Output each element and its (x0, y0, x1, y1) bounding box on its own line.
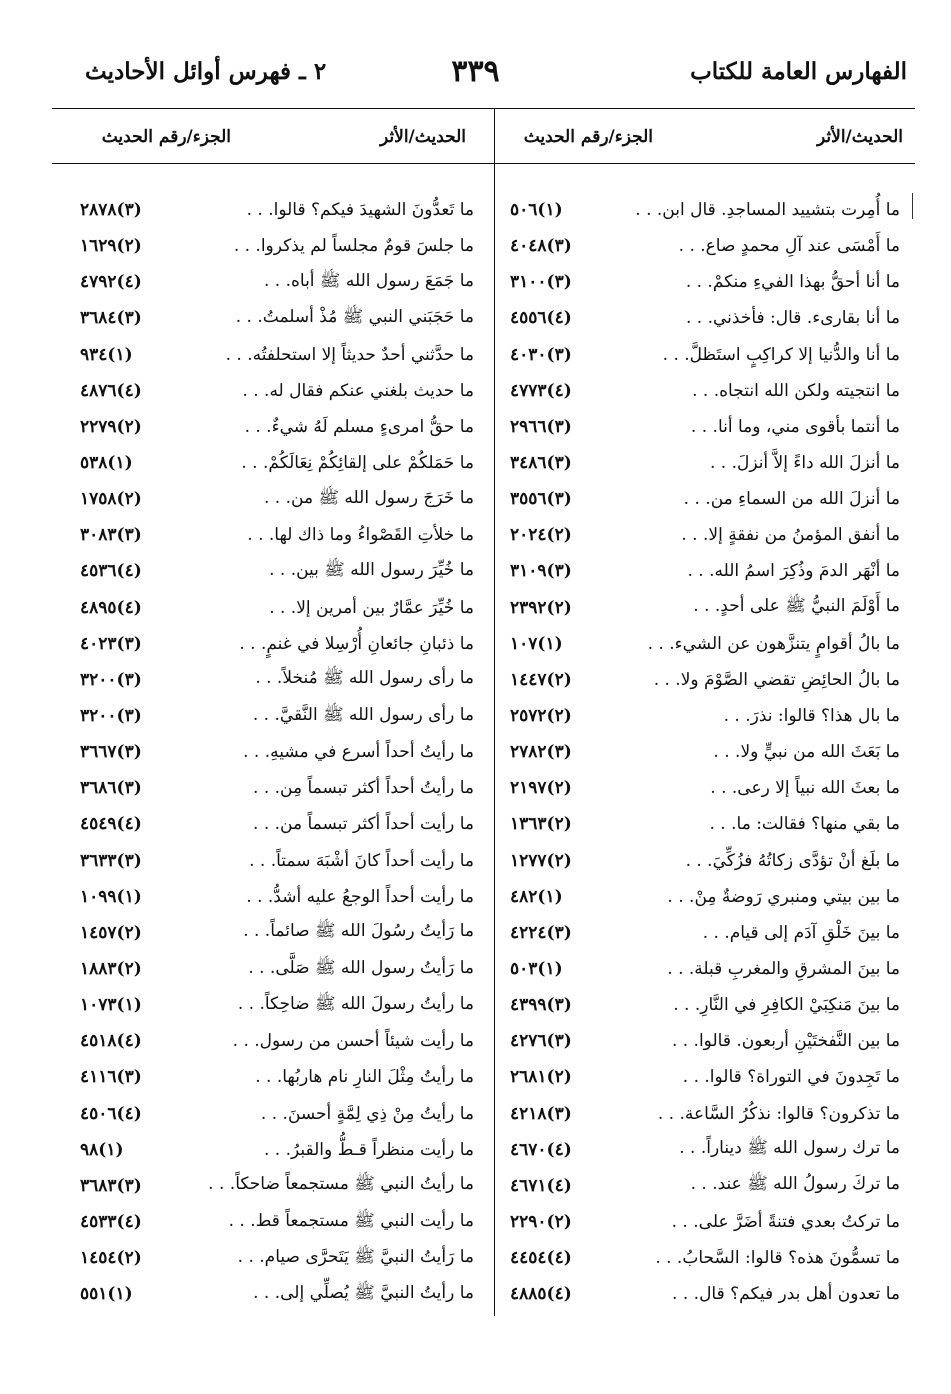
right-col-hadith-header: الحديث/الأثر (817, 127, 903, 147)
hadith-text: ما أَوْلَمَ النبيُّ ﷺ على أحدٍ. . . (693, 596, 900, 617)
hadith-reference: (٢)٢٥٧٢ (510, 706, 572, 727)
hadith-reference: (٢)٢٠٢٤ (510, 525, 572, 546)
hadith-reference: (٢)١٧٥٨ (80, 489, 142, 510)
hadith-reference: (٣)٣٦٨٤ (80, 308, 142, 329)
index-entry (70, 553, 474, 589)
index-entry (70, 228, 474, 264)
hadith-reference: (٤)٤٥٣٦ (80, 561, 142, 582)
hadith-reference: (٣)٤١١٦ (80, 1067, 142, 1088)
hadith-text: ما بينَ مَنكِبَيْ الكافِرِ في النَّارِ. . . (673, 995, 900, 1016)
index-entry (500, 806, 900, 842)
hadith-reference: (١)٥٥١ (80, 1284, 133, 1305)
index-entry (500, 626, 900, 662)
hadith-reference: (٤)٤٥٣٣ (80, 1212, 142, 1232)
hadith-reference: (٢)٢١٩٧ (510, 778, 572, 799)
index-entry (500, 1204, 900, 1240)
hadith-reference: (٣)٤٠٣٠ (510, 344, 572, 365)
hadith-text: ما رأيتُ النبي ﷺ مستجمعاً ضاحكاً. . . (208, 1174, 474, 1195)
hadith-text: ما رأيتُ مِثْلَ النارِ نام هاربُها. . . (255, 1067, 474, 1088)
index-entry (500, 1023, 900, 1059)
index-entry (70, 662, 474, 698)
page-number: ٣٣٩ (451, 54, 500, 89)
index-entry (500, 300, 900, 336)
index-entry (70, 590, 474, 626)
hadith-text: ما خلأتِ القَصْواءُ وما ذاك لها. . . (247, 525, 474, 546)
hadith-reference: (٣)٤٠٤٨ (510, 236, 572, 257)
hadith-text: ما بين بيتي ومنبري رَوضةٌ مِنْ. . . (667, 886, 900, 907)
hadith-reference: (٤)٤٤٥٤ (510, 1248, 572, 1269)
hadith-text: ما بين النَّفختَيْنِ أربعون. قالوا. . . (671, 1031, 900, 1052)
hadith-reference: (٣)٣٥٥٦ (510, 489, 572, 510)
hadith-text: ما خَرَجَ رسول الله ﷺ من. . . (263, 487, 474, 508)
hadith-reference: (٤)٤٥١٨ (80, 1031, 142, 1052)
index-entry (500, 409, 900, 445)
hadith-reference: (٢)١٨٨٣ (80, 959, 142, 980)
index-entry (70, 264, 474, 300)
hadith-reference: (٣)٤٢٧٦ (510, 1031, 572, 1052)
index-entry (70, 1132, 474, 1168)
hadith-text: ما رأيتُ أحداً أسرع في مشيهِ. . . (243, 742, 474, 763)
hadith-text: ما تَعدُّونَ الشهيدَ فيكم؟ قالوا. . . (246, 200, 474, 221)
hadith-text: ما تركَ رسولُ الله ﷺ عند. . . (690, 1174, 900, 1195)
hadith-text: ما تسمُّونَ هذه؟ قالوا: السَّحابُ. . . (655, 1248, 900, 1269)
hadith-reference: (٣)٣٦٨٣ (80, 1175, 142, 1196)
index-entry (500, 264, 900, 300)
hadith-reference: (٣)٤٢٢٤ (510, 922, 572, 943)
hadith-text: ما رأيت أحداً كانَ أشْبَهَ سمتاً. . . (249, 850, 474, 871)
hadith-text: ما جَمَعَ رسول الله ﷺ أباه. . . (263, 270, 474, 291)
hadith-text: ما أنزلَ الله داءً إلاَّ أنزلَ. . . (709, 453, 900, 474)
index-entry (70, 915, 474, 951)
index-entry (500, 698, 900, 734)
hadith-text: ما حَجَبَني النبي ﷺ مُذْ أسلمتُ. . . (235, 306, 474, 327)
index-entry (70, 1059, 474, 1095)
index-entry (500, 517, 900, 553)
hadith-reference: (٤)٤٨٨٥ (510, 1284, 572, 1305)
hadith-reference: (٣)٣٢٠٠ (80, 669, 142, 690)
hadith-reference: (٣)٣٦٣٣ (80, 850, 142, 871)
index-entry (70, 698, 474, 734)
hadith-reference: (٤)٤٨٩٥ (80, 597, 142, 618)
index-entry (70, 879, 474, 915)
hadith-reference: (٣)٤٢١٨ (510, 1103, 572, 1124)
hadith-text: ما ذئبانِ جائعانِ أُرْسِلا في غنمٍ. . . (239, 633, 474, 654)
hadith-text: ما بعثَ الله نبياً إلا رعى. . . (710, 778, 900, 799)
hadith-reference: (٣)٤٣٩٩ (510, 995, 572, 1016)
index-entry (500, 843, 900, 879)
hadith-reference: (٤)٤٧٩٢ (80, 272, 142, 293)
hadith-text: ما خُيِّرَ عمَّارٌ بين أمرين إلا. . . (269, 597, 474, 618)
index-entry (500, 662, 900, 698)
hadith-reference: (٣)٤٠٢٣ (80, 633, 142, 654)
index-entry (500, 553, 900, 589)
hadith-text: ما رأى رسول الله ﷺ النَّقيَّ. . . (252, 704, 474, 725)
hadith-text: ما أنفق المؤمنُ من نفقةٍ إلا. . . (681, 525, 900, 546)
index-entry (70, 1023, 474, 1059)
hadith-reference: (٤)٤٥٠٦ (80, 1103, 142, 1124)
index-entry (70, 517, 474, 553)
hadith-text: ما حديث بلغني عنكم فقال له. . . (242, 380, 474, 401)
index-entry (500, 1132, 900, 1168)
index-entry (500, 770, 900, 806)
column-divider (494, 108, 495, 1316)
hadith-text: ما بَعَثَ الله من نبيٍّ ولا. . . (713, 742, 900, 763)
index-entry (500, 337, 900, 373)
index-entry (70, 445, 474, 481)
hadith-reference: (٣)٣١٠٩ (510, 561, 572, 582)
hadith-reference: (١)٤٨٢ (510, 886, 563, 907)
index-entry (70, 1240, 474, 1276)
index-entry (70, 843, 474, 879)
hadith-reference: (٢)١٢٧٧ (510, 850, 572, 871)
hadith-reference: (١)١٠٧ (510, 633, 563, 654)
left-col-ref-header: الجزء/رقم الحديث (101, 127, 231, 147)
index-entry (500, 1240, 900, 1276)
hadith-text: ما بلَغ أنْ تؤدَّى زكاتُهُ فزُكِّيَ. . . (685, 850, 900, 871)
hadith-reference: (٢)١٦٢٩ (80, 236, 142, 257)
index-entry (70, 806, 474, 842)
index-entry (70, 300, 474, 336)
hadith-reference: (٣)٣٦٦٧ (80, 742, 142, 763)
hadith-text: ما أنْهَر الدمَ وذُكِرَ اسمُ الله. . . (687, 561, 900, 582)
index-entry (500, 481, 900, 517)
index-entry (70, 1204, 474, 1240)
hadith-text: ما أُمِرت بتشييد المساجدِ. قال ابن. . . (635, 200, 900, 221)
index-entry (500, 192, 900, 228)
index-entry (70, 770, 474, 806)
index-entry (500, 734, 900, 770)
book-section-title: الفهارس العامة للكتاب (690, 58, 907, 85)
hadith-reference: (٣)٣٠٨٣ (80, 525, 142, 546)
index-entry (500, 445, 900, 481)
margin-mark (912, 193, 913, 219)
index-entry (500, 373, 900, 409)
index-entry (500, 1096, 900, 1132)
hadith-text: ما بينَ خَلْقِ آدَم إلى قيام. . . (702, 922, 900, 943)
hadith-text: ما رَأيتُ رسُولَ الله ﷺ صائماً. . . (243, 921, 474, 942)
hadith-text: ما تعدون أهل بدر فيكم؟ قال. . . (672, 1284, 900, 1305)
hadith-reference: (٣)٢٧٨٢ (510, 742, 572, 763)
column-header-rule (52, 163, 915, 164)
hadith-text: ما أنتما بأقوى مني، وما أنا. . . (690, 416, 900, 437)
index-entry (70, 337, 474, 373)
hadith-text: ما رَأيتُ رسول الله ﷺ صَلَّى. . . (248, 957, 474, 978)
hadith-text: ما تذكرون؟ قالوا: نذكُرُ السَّاعة. . . (657, 1103, 900, 1124)
hadith-text: ما تركتُ بعدي فتنةً أضَرَّ على. . . (671, 1212, 900, 1232)
index-entry (70, 1096, 474, 1132)
hadith-reference: (٢)١٣٦٣ (510, 814, 572, 835)
hadith-reference: (٣)٣٢٠٠ (80, 706, 142, 727)
hadith-text: ما بينَ المشرقِ والمغربِ قبلة. . . (667, 959, 900, 980)
hadith-reference: (٢)٢٢٩٠ (510, 1212, 572, 1232)
hadith-text: ما بال هذا؟ قالوا: نذرَ. . . (723, 706, 900, 727)
hadith-reference: (٤)٤٥٤٩ (80, 814, 142, 835)
index-entry (500, 915, 900, 951)
index-entry (70, 1168, 474, 1204)
hadith-text: ما تَجِدونَ في التوراة؟ قالوا. . . (682, 1067, 900, 1088)
hadith-reference: (٢)٢٢٧٩ (80, 416, 142, 437)
hadith-reference: (٤)٤٦٧٠ (510, 1139, 572, 1160)
index-title: ٢ ـ فهرس أوائل الأحاديث (85, 58, 327, 85)
hadith-reference: (٣)٢٩٦٦ (510, 416, 572, 437)
hadith-text: ما رأيت النبي ﷺ مستجمعاً قط. . . (228, 1210, 474, 1231)
hadith-text: ما حَمَلكُمْ على إلقائِكُمْ نِعَالَكُمْ. . . (241, 453, 474, 474)
index-entry (70, 481, 474, 517)
index-entry (70, 409, 474, 445)
hadith-text: ما رأيتُ أحداً أكثر تبسماً مِن. . . (253, 778, 474, 799)
hadith-reference: (١)١٠٩٩ (80, 886, 142, 907)
hadith-text: ما بالُ أقوامٍ يتنزَّهون عن الشيء. . . (647, 633, 900, 654)
hadith-reference: (١)٩٨ (80, 1139, 124, 1160)
hadith-text: ما رأيتُ رسولَ الله ﷺ ضاحِكاً. . . (237, 993, 474, 1014)
hadith-reference: (١)٥٣٨ (80, 453, 133, 474)
hadith-reference: (٢)١٤٥٧ (80, 922, 142, 943)
hadith-text: ما رَأيتُ النبيَّ ﷺ يَتَحرَّى صيام. . . (237, 1246, 474, 1267)
hadith-reference: (٢)١٤٥٤ (80, 1248, 142, 1269)
index-entry (500, 1276, 900, 1312)
hadith-text: ما رأيتُ النبيَّ ﷺ يُصلِّي إلى. . . (253, 1282, 474, 1303)
hadith-reference: (١)٥٠٦ (510, 200, 563, 221)
hadith-text: ما بقي منها؟ فقالت: ما. . . (709, 814, 900, 835)
index-entry (70, 373, 474, 409)
hadith-text: ما ترك رسول الله ﷺ ديناراً. . . (679, 1138, 900, 1159)
index-entry (500, 879, 900, 915)
hadith-text: ما أنا والدُّنيا إلا كراكِبٍ استَظلَّ. . . (662, 344, 900, 365)
right-column (500, 192, 900, 1312)
hadith-reference: (٣)٢٨٧٨ (80, 200, 142, 221)
hadith-text: ما أَمْسَى عند آلِ محمدٍ صاع. . . (678, 236, 900, 257)
hadith-reference: (٤)٤٥٥٦ (510, 308, 572, 329)
hadith-reference: (٤)٤٧٧٣ (510, 380, 572, 401)
hadith-reference: (١)٥٠٣ (510, 959, 563, 980)
index-entry (500, 590, 900, 626)
hadith-text: ما رأيتُ مِنْ ذِي لِمَّةٍ أحسنَ. . . (260, 1103, 474, 1124)
hadith-text: ما حقُّ امرىءٍ مسلم لَهُ شيءٌ. . . (244, 416, 474, 437)
index-entry (500, 1168, 900, 1204)
hadith-text: ما رأى رسول الله ﷺ مُنخلاً. . . (255, 668, 474, 689)
header-rule (52, 108, 915, 109)
index-entry (70, 734, 474, 770)
index-entry (70, 951, 474, 987)
hadith-text: ما رأيت شيئاً أحسن من رسول. . . (232, 1031, 474, 1052)
hadith-reference: (١)١٠٧٣ (80, 995, 142, 1016)
hadith-reference: (٤)٤٦٧١ (510, 1175, 572, 1196)
hadith-text: ما حدَّثني أحدٌ حديثاً إلا استحلفتُه. . . (225, 344, 474, 365)
hadith-text: ما بالُ الحائِضِ تقضي الصَّوْمَ ولا. . . (653, 669, 900, 690)
hadith-text: ما رأيت أحداً الوجعُ عليه أشدُّ. . . (246, 886, 474, 907)
hadith-reference: (٢)١٤٤٧ (510, 669, 572, 690)
hadith-text: ما رأيت منظراً قـطُّ والقبرُ. . . (263, 1139, 474, 1160)
hadith-reference: (٣)٣١٠٠ (510, 272, 572, 293)
index-entry (70, 192, 474, 228)
index-entry (500, 228, 900, 264)
right-col-ref-header: الجزء/رقم الحديث (523, 127, 653, 147)
hadith-reference: (٣)٣٤٨٦ (510, 453, 572, 474)
hadith-text: ما أنا بقارىء. قال: فأخذني. . . (685, 308, 900, 329)
hadith-reference: (١)٩٣٤ (80, 344, 133, 365)
index-entry (500, 951, 900, 987)
index-entry (70, 1276, 474, 1312)
hadith-text: ما أنزلَ الله من السماءِ من. . . (683, 489, 900, 510)
index-entry (70, 987, 474, 1023)
index-entry (500, 1059, 900, 1095)
hadith-reference: (٢)٢٣٩٢ (510, 597, 572, 618)
hadith-text: ما خُيِّرَ رسول الله ﷺ بين. . . (269, 559, 474, 580)
hadith-text: ما أنا أحقُّ بهذا الفيءِ منكمْ. . . (685, 272, 900, 293)
left-column (70, 192, 474, 1312)
hadith-reference: (٤)٤٨٧٦ (80, 380, 142, 401)
index-entry (500, 987, 900, 1023)
hadith-reference: (٣)٣٦٨٦ (80, 778, 142, 799)
left-col-hadith-header: الحديث/الأثر (380, 127, 466, 147)
index-entry (70, 626, 474, 662)
hadith-reference: (٢)٢٦٨١ (510, 1067, 572, 1088)
hadith-text: ما رأيت أحداً أكثر تبسماً من. . . (253, 814, 474, 835)
hadith-text: ما انتجيته ولكن الله انتجاه. . . (692, 380, 900, 401)
hadith-text: ما جلسَ قومٌ مجلساً لم يذكروا. . . (233, 236, 474, 257)
